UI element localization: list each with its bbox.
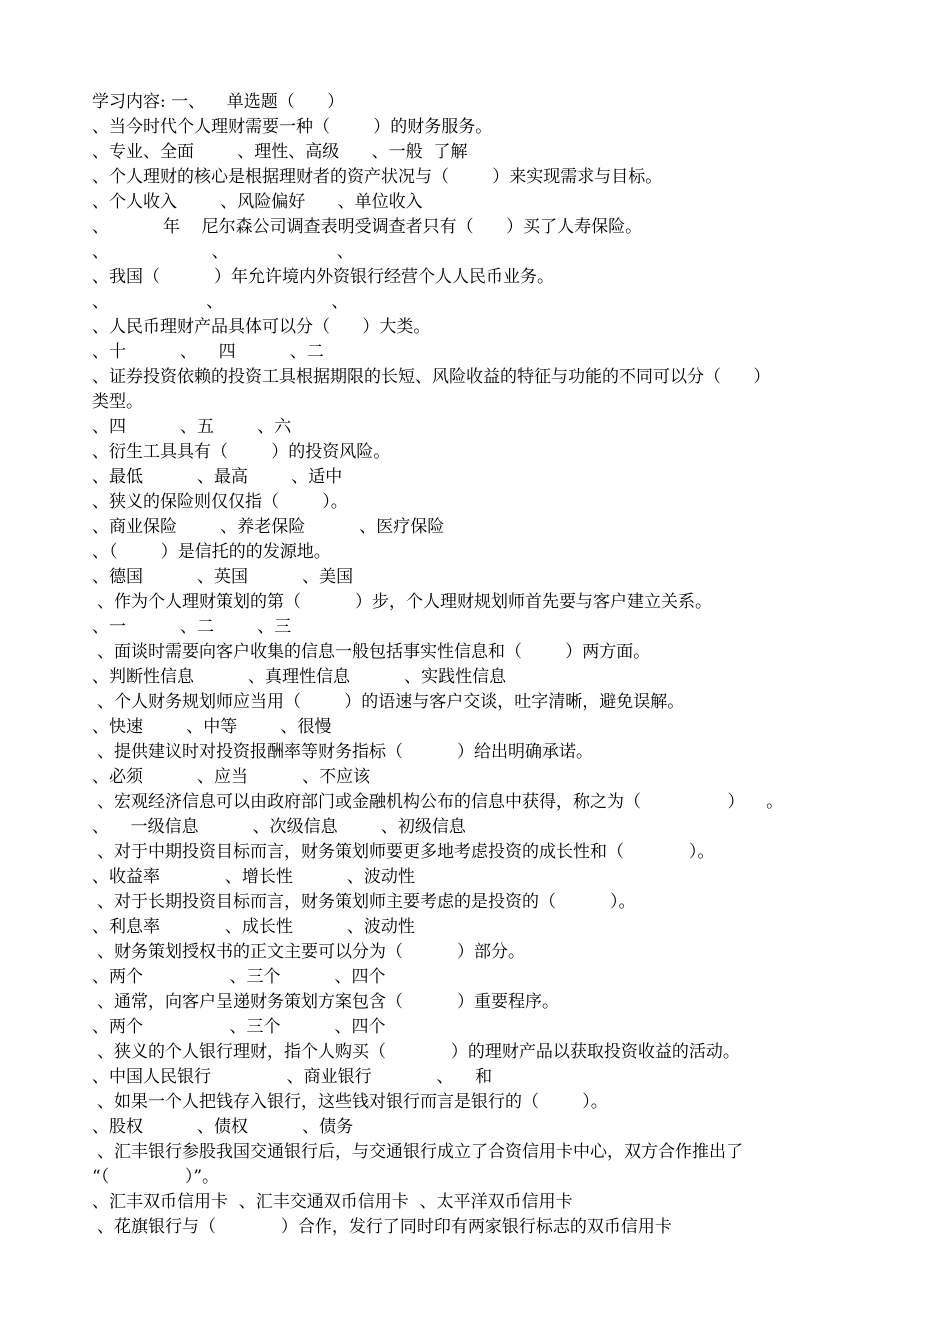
question-line: 、个人理财的核心是根据理财者的资产状况与（ ）来实现需求与目标。: [92, 167, 663, 187]
option-line: 、专业、全面 、理性、高级 、一般 了解: [92, 142, 468, 162]
question-line: 、（ ）是信托的的发源地。: [92, 542, 331, 562]
question-line: 、 年 尼尔森公司调查表明受调查者只有（ ）买了人寿保险。: [92, 217, 643, 237]
option-line: 、汇丰双币信用卡 、汇丰交通双币信用卡 、太平洋双币信用卡: [92, 1192, 573, 1212]
question-line: 、狭义的个人银行理财，指个人购买（ ）的理财产品以获取投资收益的活动。: [97, 1042, 740, 1062]
question-line: 、对于长期投资目标而言，财务策划师主要考虑的是投资的（ ）。: [97, 892, 636, 912]
option-line: 、商业保险 、养老保险 、医疗保险: [92, 517, 445, 537]
question-line: 、衍生工具具有（ ）的投资风险。: [92, 442, 391, 462]
question-line: 、如果一个人把钱存入银行，这些钱对银行而言是银行的（ ）。: [97, 1092, 608, 1112]
question-line: 、狭义的保险则仅仅指（ ）。: [92, 492, 348, 512]
question-continuation: “（ ）”。: [92, 1167, 220, 1187]
option-line: 、两个 、三个 、四个: [92, 967, 386, 987]
option-line: 、 、 、: [92, 292, 349, 312]
question-line: 、人民币理财产品具体可以分（ ）大类。: [92, 317, 431, 337]
question-line: 、提供建议时对投资报酬率等财务指标（ ）给出明确承诺。: [97, 742, 594, 762]
document-heading: 学习内容: 一、 单选题（ ）: [92, 92, 345, 112]
option-line: 、四 、五 、六: [92, 417, 292, 437]
question-line: 、对于中期投资目标而言，财务策划师要更多地考虑投资的成长性和（ ）。: [97, 842, 715, 862]
question-continuation: 类型。: [92, 392, 143, 412]
option-line: 、两个 、三个 、四个: [92, 1017, 386, 1037]
option-line: 、个人收入 、风险偏好 、单位收入: [92, 192, 423, 212]
option-line: 、 一级信息 、次级信息 、初级信息: [92, 817, 466, 837]
question-line: 、面谈时需要向客户收集的信息一般包括事实性信息和（ ）两方面。: [97, 642, 651, 662]
option-line: 、德国 、英国 、美国: [92, 567, 354, 587]
question-line: 、我国（ ）年允许境内外资银行经营个人人民币业务。: [92, 267, 555, 287]
question-line: 、财务策划授权书的正文主要可以分为（ ）部分。: [97, 942, 526, 962]
question-line: 、作为个人理财策划的第（ ）步，个人理财规划师首先要与客户建立关系。: [97, 592, 713, 612]
option-line: 、收益率 、增长性 、波动性: [92, 867, 415, 887]
option-line: 、十 、 四 、二: [92, 342, 324, 362]
option-line: 、最低 、最高 、适中: [92, 467, 343, 487]
option-line: 、股权 、债权 、债务: [92, 1117, 354, 1137]
question-line: 、当今时代个人理财需要一种（ ）的财务服务。: [92, 117, 493, 137]
option-line: 、 、 、: [92, 242, 354, 262]
option-line: 、利息率 、成长性 、波动性: [92, 917, 415, 937]
option-line: 、一 、二 、三: [92, 617, 292, 637]
question-line: 、花旗银行与（ ）合作，发行了同时印有两家银行标志的双币信用卡: [97, 1217, 672, 1237]
question-line: 、汇丰银行参股我国交通银行后，与交通银行成立了合资信用卡中心，双方合作推出了: [97, 1142, 743, 1162]
option-line: 、中国人民银行 、商业银行 、 和: [92, 1067, 493, 1087]
question-line: 、通常，向客户呈递财务策划方案包含（ ）重要程序。: [97, 992, 560, 1012]
question-line: 、宏观经济信息可以由政府部门或金融机构公布的信息中获得，称之为（ ） 。: [97, 792, 784, 812]
question-line: 、个人财务规划师应当用（ ）的语速与客户交谈，吐字清晰，避免误解。: [97, 692, 685, 712]
option-line: 、判断性信息 、真理性信息 、实践性信息: [92, 667, 507, 687]
option-line: 、必须 、应当 、不应该: [92, 767, 371, 787]
question-line: 、证券投资依赖的投资工具根据期限的长短、风险收益的特征与功能的不同可以分（ ）: [92, 367, 771, 387]
option-line: 、快速 、中等 、很慢: [92, 717, 332, 737]
